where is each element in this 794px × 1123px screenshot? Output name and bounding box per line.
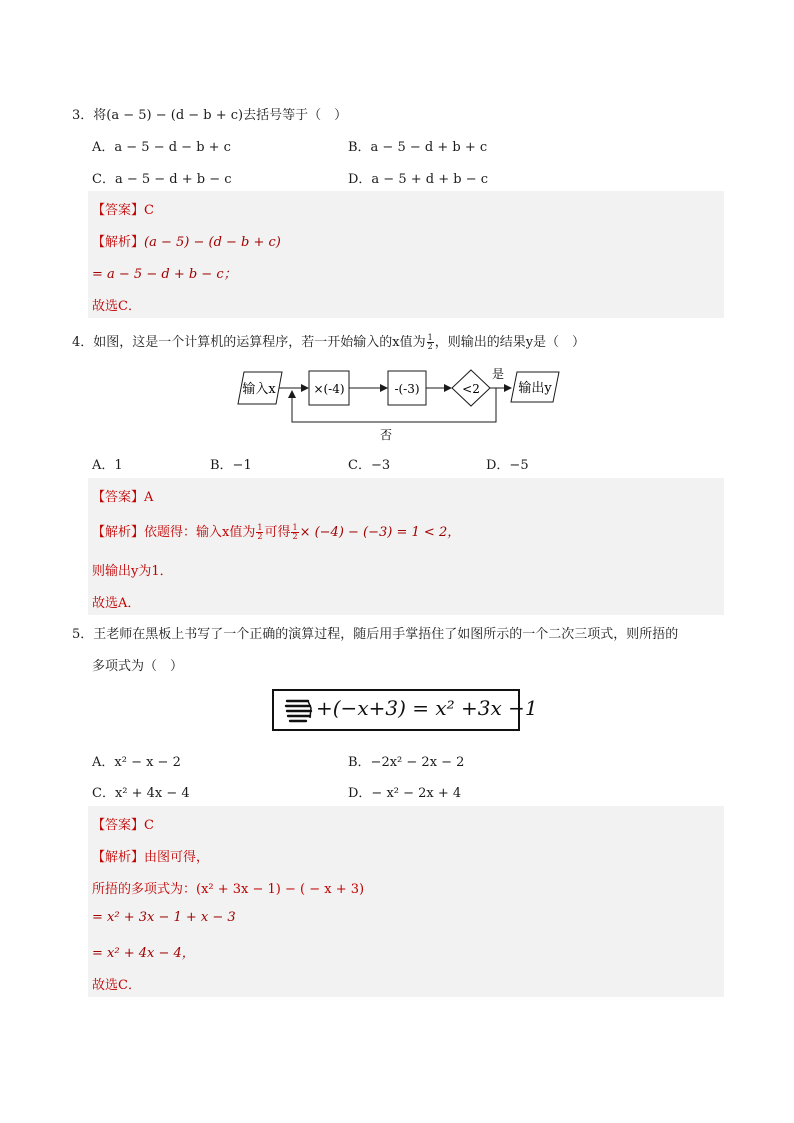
q4-analysis-post: × (−4) − (−3) = 1 < 2， xyxy=(299,525,461,540)
q3-answer xyxy=(92,199,154,218)
q5-analysis-line-3: 故选C． xyxy=(92,978,141,993)
flow-yes-label: 是 xyxy=(491,367,505,381)
q5-option-b: B．−2x² − 2x − 2 xyxy=(348,755,465,770)
q4-stem-fraction xyxy=(427,334,434,351)
q4-flowchart xyxy=(230,362,570,448)
flow-cond-text: <2 xyxy=(462,382,480,396)
q4-analysis-line-0: 则输出y为1． xyxy=(92,564,173,579)
q3-analysis-line-1: = a − 5 − d + b − c； xyxy=(92,267,237,282)
q5-answer-label: 【答案】 xyxy=(92,818,145,833)
q3-analysis-line-0: (a − 5) − (d − b + c) xyxy=(144,235,281,250)
flow-op1-text: ×(-4) xyxy=(313,382,345,396)
q4-analysis-frac2-num: 1 xyxy=(292,523,298,532)
board-expression: +(−x+3) = x² +3x −1 xyxy=(316,696,538,720)
q4-frac-num: 1 xyxy=(427,333,433,342)
q5-stem-line-1: 5．王老师在黑板上书写了一个正确的演算过程，随后用手掌捂住了如图所示的一个二次三项式，则所捂的 xyxy=(72,627,679,642)
q3-answer-value: C xyxy=(144,203,154,218)
q4-frac-den: 2 xyxy=(427,342,433,351)
q4-analysis-pre: 依题得：输入x值为 xyxy=(144,525,256,540)
q3-answer-panel xyxy=(88,191,724,318)
q4-option-c: C．−3 xyxy=(348,458,391,473)
q3-analysis xyxy=(92,231,281,250)
q5-analysis xyxy=(92,846,209,865)
q5-stem-line-2: 多项式为（ ） xyxy=(92,659,184,674)
q5-answer xyxy=(92,814,154,833)
q4-analysis-mid: 可得 xyxy=(264,525,291,540)
q4-answer-label: 【答案】 xyxy=(92,490,145,505)
q4-option-d: D．−5 xyxy=(486,458,529,473)
q3-analysis-line-2: 故选C． xyxy=(92,299,141,314)
hand-icon xyxy=(284,697,314,725)
q3-option-a: A．a − 5 − d − b + c xyxy=(92,140,231,155)
q4-analysis xyxy=(92,521,460,541)
q5-analysis-line-0: 所捂的多项式为：(x² + 3x − 1) − ( − x + 3) xyxy=(92,882,365,897)
q5-answer-value: C xyxy=(144,818,154,833)
q4-stem xyxy=(72,331,585,351)
q4-analysis-frac-1 xyxy=(256,524,263,541)
q3-answer-label: 【答案】 xyxy=(92,203,145,218)
q5-option-a: A．x² − x − 2 xyxy=(92,755,181,770)
q4-option-b: B．−1 xyxy=(210,458,252,473)
q4-analysis-frac1-num: 1 xyxy=(257,523,263,532)
flow-op2-text: -(-3) xyxy=(394,382,420,396)
q3-option-c: C．a − 5 − d + b − c xyxy=(92,172,232,187)
flow-output-text: 输出y xyxy=(518,381,552,396)
q5-analysis-label: 【解析】 xyxy=(92,850,145,865)
q5-answer-panel xyxy=(88,806,724,997)
q4-analysis-line-1: 故选A． xyxy=(92,596,141,611)
q4-stem-post: ，则输出的结果y是（ ） xyxy=(434,335,586,350)
q5-analysis-line-1: = x² + 3x − 1 + x − 3 xyxy=(92,910,236,925)
q3-analysis-label: 【解析】 xyxy=(92,235,145,250)
q5-option-d: D．− x² − 2x + 4 xyxy=(348,786,462,801)
q5-board xyxy=(272,689,538,731)
q4-answer xyxy=(92,486,153,505)
q4-analysis-label: 【解析】 xyxy=(92,525,145,540)
flow-input-text: 输入x xyxy=(242,382,276,397)
q3-stem: 3．将(a − 5) − (d − b + c)去括号等于（ ） xyxy=(72,108,348,123)
q4-option-a: A．1 xyxy=(92,458,123,473)
q4-stem-pre: 4．如图，这是一个计算机的运算程序，若一开始输入的x值为 xyxy=(72,335,426,350)
q4-analysis-frac2-den: 2 xyxy=(292,532,298,541)
flow-no-label: 否 xyxy=(379,428,393,442)
q4-analysis-frac1-den: 2 xyxy=(257,532,263,541)
q4-answer-value: A xyxy=(144,490,154,505)
q3-option-d: D．a − 5 + d + b − c xyxy=(348,172,488,187)
q4-answer-panel xyxy=(88,478,724,615)
q5-analysis-first: 由图可得， xyxy=(144,850,210,865)
q4-analysis-frac-2 xyxy=(291,524,298,541)
q5-option-c: C．x² + 4x − 4 xyxy=(92,786,190,801)
q5-analysis-line-2: = x² + 4x − 4， xyxy=(92,946,195,961)
q3-option-b: B．a − 5 − d + b + c xyxy=(348,140,488,155)
